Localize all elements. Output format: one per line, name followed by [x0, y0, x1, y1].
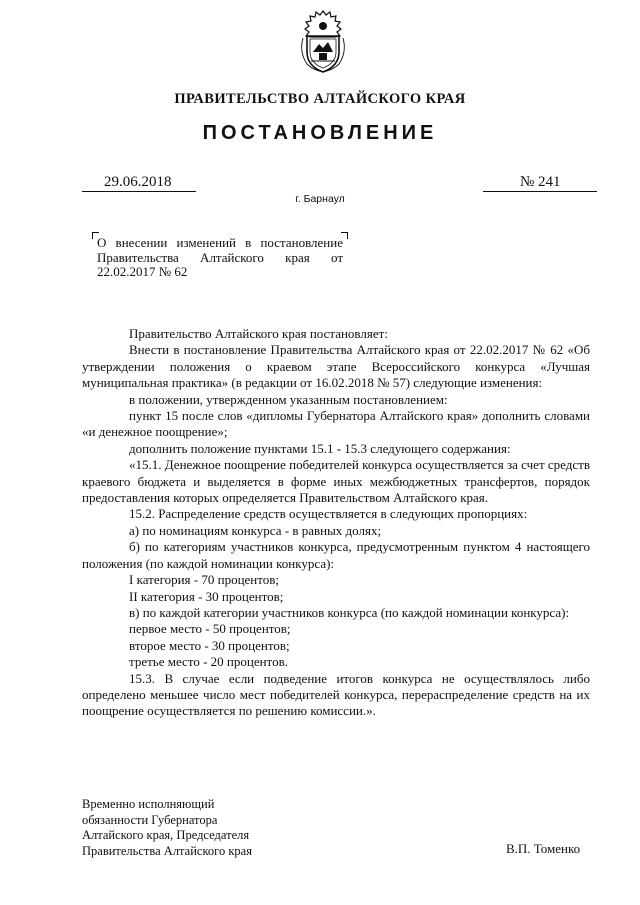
- signer-position-line: Правительства Алтайского края: [82, 843, 252, 858]
- body-paragraph: в) по каждой категории участников конкурса (по каждой номинации конкурса):: [129, 604, 570, 620]
- body-paragraph: Правительство Алтайского края постановляет:: [129, 326, 388, 341]
- body-paragraph: третье место - 20 процентов.: [129, 654, 288, 670]
- document-body: [82, 326, 590, 720]
- number-underline: [483, 191, 597, 192]
- signer-position-line: обязанности Губернатора: [82, 812, 218, 827]
- body-paragraph: 15.2. Распределение средств осуществляется в следующих пропорциях:: [129, 506, 528, 522]
- body-paragraph: Внести в постановление Правительства Алтайского края от 22.02.2017 № 62 «Об утверждении положения о краевом этапе Всероссийского конкурса «Лучшая муниципальная практика» (в редакции от 16.02.2018 № 57) следующие изменения:: [82, 342, 590, 391]
- body-paragraph: II категория - 30 процентов;: [129, 588, 284, 604]
- organization-name: ПРАВИТЕЛЬСТВО АЛТАЙСКОГО КРАЯ: [174, 91, 466, 107]
- body-paragraph: дополнить положение пунктами 15.1 - 15.3 следующего содержания:: [129, 440, 511, 456]
- body-paragraph: б) по категориям участников конкурса, предусмотренным пунктом 4 настоящего положения (по каждой номинации конкурса):: [82, 539, 590, 571]
- body-paragraph: а) по номинациям конкурса - в равных долях;: [129, 522, 382, 538]
- signer-position: [82, 797, 252, 859]
- body-paragraph: в положении, утвержденном указанным постановлением:: [129, 391, 448, 407]
- signer-position-line: Алтайского края, Председателя: [82, 828, 250, 842]
- document-city: г. Барнаул: [295, 193, 345, 205]
- signer-name: В.П. Томенко: [506, 841, 581, 856]
- body-paragraph: 15.3. В случае если подведение итогов конкурса не осуществлялось либо определено меньшее число мест победителей конкурса, перераспределение средств на их поощрение осуществляется по решению комиссии.».: [82, 670, 590, 719]
- document-number: № 241: [520, 174, 561, 190]
- body-paragraph: первое место - 50 процентов;: [129, 621, 291, 637]
- coat-of-arms-icon: [297, 8, 349, 74]
- date-underline: [82, 191, 196, 192]
- signer-position-line: Временно исполняющий: [82, 797, 215, 811]
- document-subject: О внесении изменений в постановление Правительства Алтайского края от 22.02.2017 № 62: [97, 235, 343, 279]
- body-paragraph: пункт 15 после слов «дипломы Губернатора Алтайского края» дополнить словами «и денежное поощрение»;: [82, 408, 590, 440]
- document-type-title: ПОСТАНОВЛЕНИЕ: [202, 122, 438, 144]
- body-paragraph: второе место - 30 процентов;: [129, 637, 290, 653]
- body-paragraph: I категория - 70 процентов;: [129, 572, 280, 588]
- document-date: 29.06.2018: [104, 174, 172, 190]
- body-paragraph: «15.1. Денежное поощрение победителей конкурса осуществляется за счет средств краевого бюджета и выделяется в форме иных межбюджетных трансфертов, порядок предоставления которых определяется Правительством Алтайского края.: [82, 457, 590, 506]
